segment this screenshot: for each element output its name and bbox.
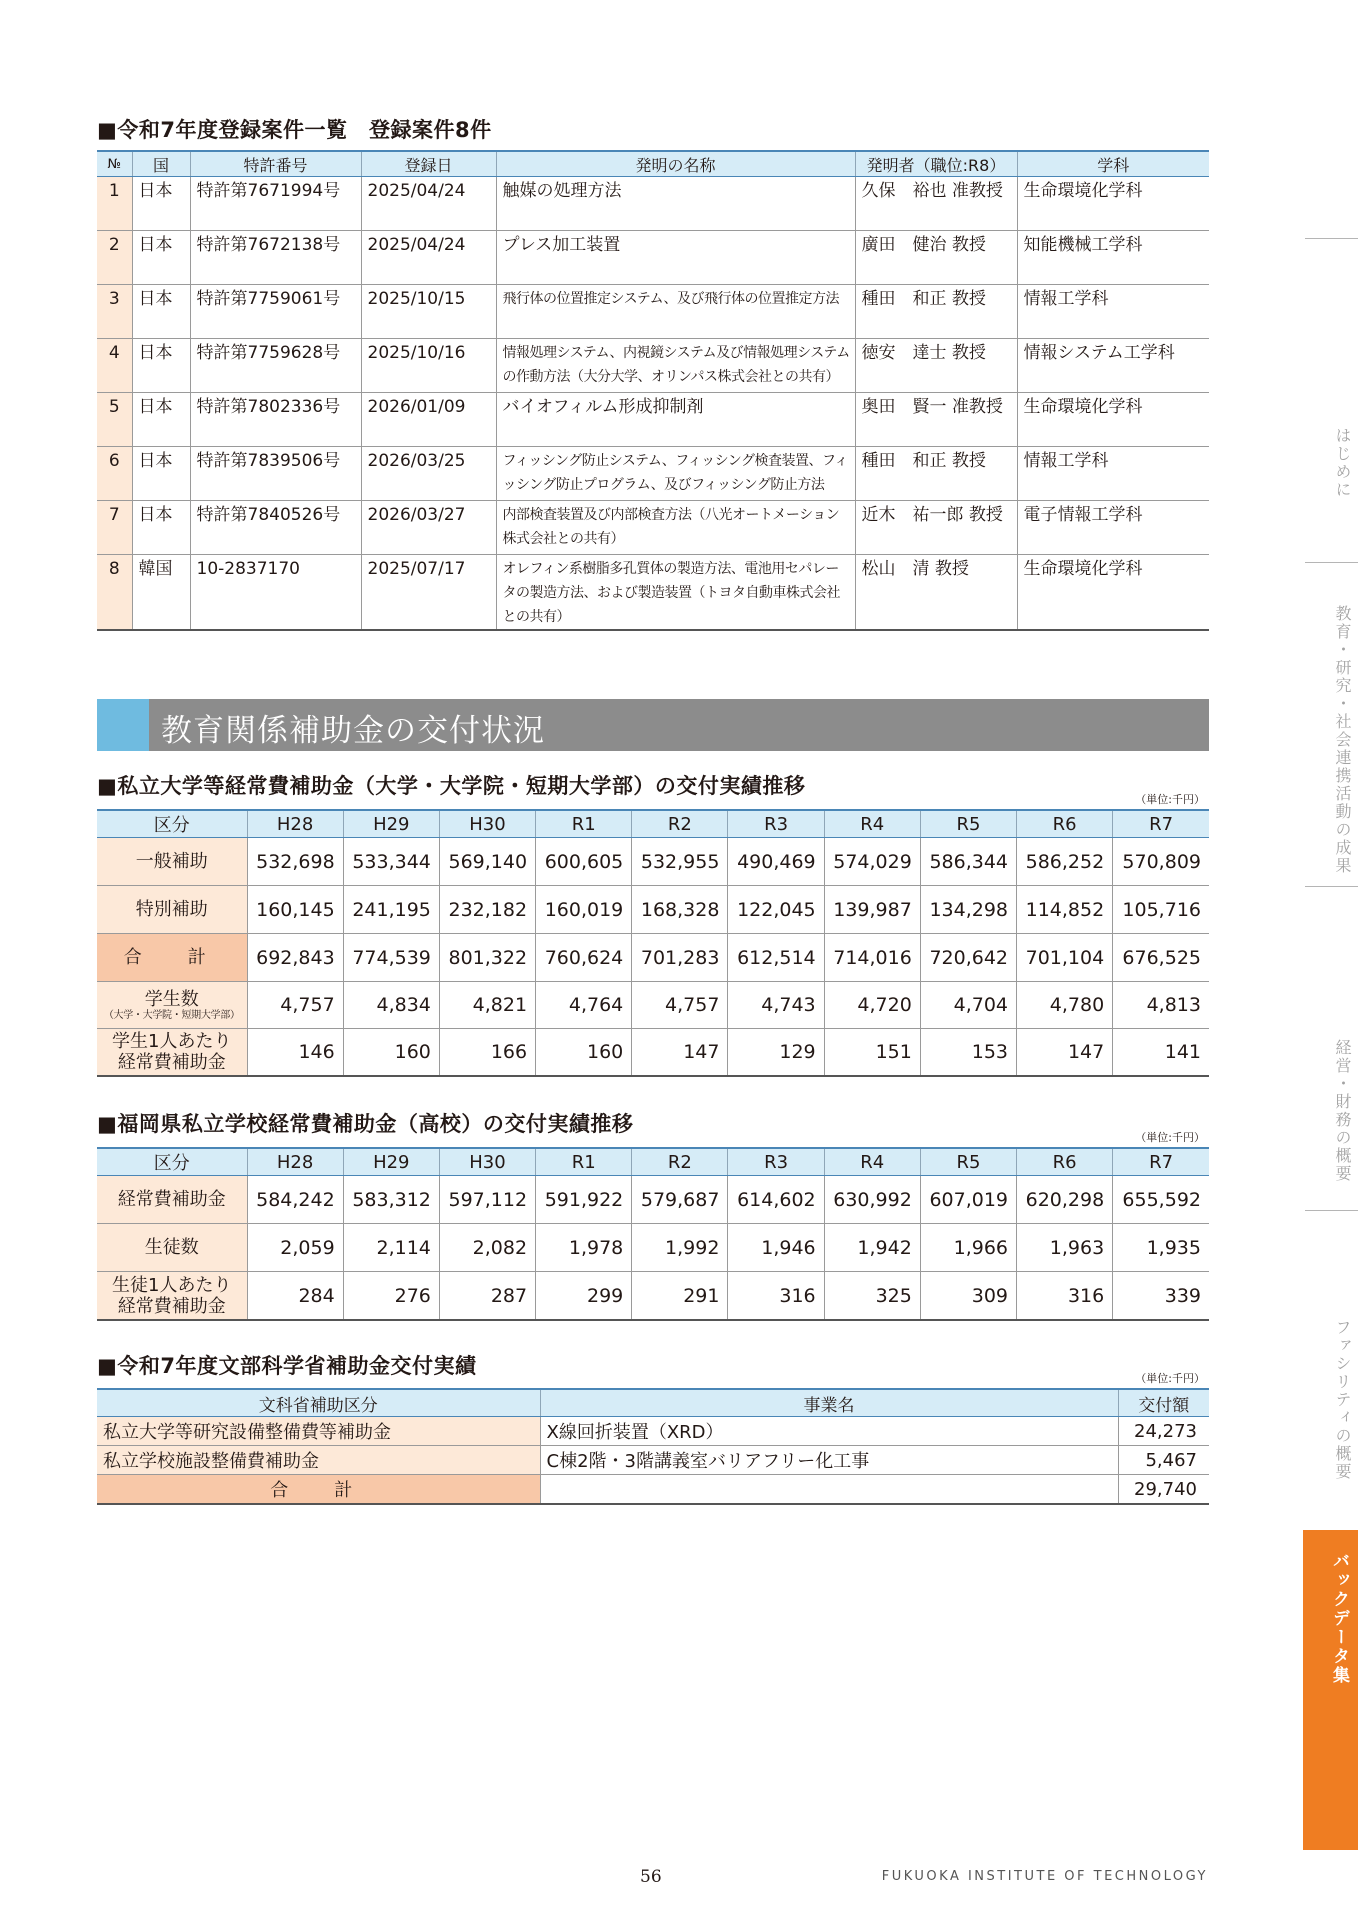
value-cell: 612,514 — [728, 934, 824, 982]
private-univ-title: ■私立大学等経常費補助金（大学・大学院・短期大学部）の交付実績推移 — [97, 774, 806, 798]
value-cell: 1,978 — [536, 1224, 632, 1272]
patent-cell-dept: 知能機械工学科 — [1017, 231, 1209, 285]
patent-cell-title: バイオフィルム形成抑制剤 — [496, 393, 855, 447]
patent-cell-date: 2026/01/09 — [361, 393, 496, 447]
year-header: R7 — [1113, 810, 1209, 838]
private-univ-table — [97, 809, 1209, 1077]
row-label-main: 学生数 — [144, 988, 199, 1010]
value-cell: 620,298 — [1017, 1176, 1113, 1224]
mext-row — [97, 1417, 1209, 1446]
value-cell: 570,809 — [1113, 838, 1209, 886]
patent-cell-country: 日本 — [132, 177, 190, 231]
patent-cell-title: フィッシング防止システム、フィッシング検査装置、フィッシング防止プログラム、及びフィッシング防止方法 — [496, 447, 855, 501]
patent-cell-country: 日本 — [132, 501, 190, 555]
side-tab-backdata-label: バックデータ集 — [1329, 1552, 1349, 1685]
value-cell: 569,140 — [439, 838, 535, 886]
value-cell: 114,852 — [1017, 886, 1113, 934]
year-header: R4 — [824, 810, 920, 838]
patent-row — [97, 231, 1209, 285]
year-header: R6 — [1017, 1148, 1113, 1176]
value-cell: 4,720 — [824, 982, 920, 1029]
row-label: 特別補助 — [97, 886, 247, 934]
value-cell: 160 — [343, 1029, 439, 1077]
patent-cell-patent: 特許第7672138号 — [190, 231, 361, 285]
mext-total-empty — [540, 1475, 1118, 1505]
patent-cell-no: 6 — [97, 447, 132, 501]
patent-cell-no: 3 — [97, 285, 132, 339]
value-cell: 147 — [632, 1029, 728, 1077]
value-cell: 122,045 — [728, 886, 824, 934]
patent-cell-dept: 生命環境化学科 — [1017, 177, 1209, 231]
year-header: R3 — [728, 1148, 824, 1176]
value-cell: 291 — [632, 1272, 728, 1321]
value-cell: 630,992 — [824, 1176, 920, 1224]
row-label — [97, 1029, 247, 1077]
mext-header-row — [97, 1389, 1209, 1417]
patent-col-header: 発明の名称 — [496, 151, 855, 177]
value-cell: 4,764 — [536, 982, 632, 1029]
value-cell: 600,605 — [536, 838, 632, 886]
value-cell: 160,145 — [247, 886, 343, 934]
mext-total-amount: 29,740 — [1118, 1475, 1209, 1505]
value-cell: 4,743 — [728, 982, 824, 1029]
data-row — [97, 1176, 1209, 1224]
patent-cell-title: 内部検査装置及び内部検査方法（八光オートメーション株式会社との共有） — [496, 501, 855, 555]
footer-brand: FUKUOKA INSTITUTE OF TECHNOLOGY — [881, 1869, 1208, 1884]
mext-project: C棟2階・3階講義室バリアフリー化工事 — [540, 1446, 1118, 1475]
private-univ-header-row — [97, 810, 1209, 838]
patent-cell-title: 飛行体の位置推定システム、及び飛行体の位置推定方法 — [496, 285, 855, 339]
value-cell: 720,642 — [920, 934, 1016, 982]
value-cell: 4,704 — [920, 982, 1016, 1029]
patent-cell-no: 4 — [97, 339, 132, 393]
mext-title: ■令和7年度文部科学省補助金交付実績 — [97, 1354, 477, 1378]
patent-cell-date: 2025/04/24 — [361, 231, 496, 285]
patent-cell-inventor: 種田 和正 教授 — [855, 285, 1017, 339]
row-label — [97, 1272, 247, 1321]
patent-cell-dept: 情報工学科 — [1017, 447, 1209, 501]
value-cell: 597,112 — [439, 1176, 535, 1224]
row-label-sub: （大学・大学院・短期大学部） — [103, 1009, 240, 1021]
patent-row — [97, 339, 1209, 393]
value-cell: 299 — [536, 1272, 632, 1321]
value-cell: 1,942 — [824, 1224, 920, 1272]
value-cell: 166 — [439, 1029, 535, 1077]
patent-cell-country: 日本 — [132, 339, 190, 393]
patent-cell-patent: 特許第7839506号 — [190, 447, 361, 501]
patent-row — [97, 177, 1209, 231]
patent-col-header: № — [97, 151, 132, 177]
row-label-line2: 経常費補助金 — [117, 1295, 226, 1317]
patent-cell-inventor: 久保 裕也 准教授 — [855, 177, 1017, 231]
value-cell: 153 — [920, 1029, 1016, 1077]
patent-cell-patent: 特許第7840526号 — [190, 501, 361, 555]
banner-title: 教育関係補助金の交付状況 — [161, 713, 545, 749]
value-cell: 151 — [824, 1029, 920, 1077]
fukuoka-unit: （単位:千円） — [1135, 1131, 1205, 1144]
value-cell: 760,624 — [536, 934, 632, 982]
mext-col-header: 交付額 — [1118, 1389, 1209, 1417]
value-cell: 701,283 — [632, 934, 728, 982]
tab-divider — [1305, 562, 1358, 563]
row-label: 生徒数 — [97, 1224, 247, 1272]
mext-amount: 5,467 — [1118, 1446, 1209, 1475]
patent-cell-no: 8 — [97, 555, 132, 631]
banner-accent — [97, 699, 149, 751]
patent-cell-title: 触媒の処理方法 — [496, 177, 855, 231]
value-cell: 655,592 — [1113, 1176, 1209, 1224]
year-header: H29 — [343, 810, 439, 838]
year-header: H28 — [247, 1148, 343, 1176]
mext-table — [97, 1388, 1209, 1505]
value-cell: 160 — [536, 1029, 632, 1077]
year-header: H30 — [439, 810, 535, 838]
value-cell: 141 — [1113, 1029, 1209, 1077]
patent-cell-inventor: 徳安 達士 教授 — [855, 339, 1017, 393]
value-cell: 147 — [1017, 1029, 1113, 1077]
value-cell: 146 — [247, 1029, 343, 1077]
row-label-line1: 生徒1人あたり — [112, 1274, 232, 1296]
data-row — [97, 886, 1209, 934]
patent-col-header: 特許番号 — [190, 151, 361, 177]
year-header: R5 — [920, 810, 1016, 838]
year-header: R7 — [1113, 1148, 1209, 1176]
year-header: R5 — [920, 1148, 1016, 1176]
tab-divider — [1305, 238, 1358, 239]
fukuoka-table — [97, 1147, 1209, 1321]
page-number: 56 — [640, 1867, 662, 1887]
value-cell: 676,525 — [1113, 934, 1209, 982]
value-cell: 4,757 — [632, 982, 728, 1029]
mext-total-row — [97, 1475, 1209, 1505]
value-cell: 583,312 — [343, 1176, 439, 1224]
patent-cell-inventor: 奥田 賢一 准教授 — [855, 393, 1017, 447]
patent-cell-date: 2025/10/15 — [361, 285, 496, 339]
value-cell: 2,059 — [247, 1224, 343, 1272]
row-label: 一般補助 — [97, 838, 247, 886]
patent-cell-date: 2026/03/27 — [361, 501, 496, 555]
value-cell: 584,242 — [247, 1176, 343, 1224]
value-cell: 579,687 — [632, 1176, 728, 1224]
value-cell: 316 — [1017, 1272, 1113, 1321]
year-header: R4 — [824, 1148, 920, 1176]
mext-col-header: 文科省補助区分 — [97, 1389, 540, 1417]
year-header: R2 — [632, 1148, 728, 1176]
patents-title: ■令和7年度登録案件一覧 登録案件8件 — [97, 118, 492, 142]
patent-cell-date: 2025/04/24 — [361, 177, 496, 231]
patent-cell-dept: 情報システム工学科 — [1017, 339, 1209, 393]
side-tab-finance[interactable]: 経営・財務の概要 — [1333, 1039, 1352, 1183]
value-cell: 4,821 — [439, 982, 535, 1029]
label-header: 区分 — [97, 1148, 247, 1176]
value-cell: 129 — [728, 1029, 824, 1077]
patent-cell-dept: 生命環境化学科 — [1017, 393, 1209, 447]
patent-cell-country: 日本 — [132, 393, 190, 447]
data-row — [97, 982, 1209, 1029]
value-cell: 532,955 — [632, 838, 728, 886]
patent-cell-inventor: 廣田 健治 教授 — [855, 231, 1017, 285]
patent-cell-no: 5 — [97, 393, 132, 447]
value-cell: 1,935 — [1113, 1224, 1209, 1272]
year-header: H29 — [343, 1148, 439, 1176]
patent-col-header: 学科 — [1017, 151, 1209, 177]
value-cell: 276 — [343, 1272, 439, 1321]
patent-cell-title: 情報処理システム、内視鏡システム及び情報処理システムの作動方法（大分大学、オリンパス株式会社との共有） — [496, 339, 855, 393]
mext-col-header: 事業名 — [540, 1389, 1118, 1417]
patent-cell-no: 2 — [97, 231, 132, 285]
tab-divider — [1305, 886, 1358, 887]
value-cell: 339 — [1113, 1272, 1209, 1321]
mext-category: 私立学校施設整備費補助金 — [97, 1446, 540, 1475]
value-cell: 1,966 — [920, 1224, 1016, 1272]
value-cell: 316 — [728, 1272, 824, 1321]
fukuoka-title: ■福岡県私立学校経常費補助金（高校）の交付実績推移 — [97, 1112, 634, 1136]
value-cell: 490,469 — [728, 838, 824, 886]
patent-cell-patent: 特許第7671994号 — [190, 177, 361, 231]
value-cell: 614,602 — [728, 1176, 824, 1224]
value-cell: 533,344 — [343, 838, 439, 886]
year-header: R1 — [536, 810, 632, 838]
mext-unit: （単位:千円） — [1135, 1372, 1205, 1385]
section-banner — [97, 699, 1209, 751]
patent-cell-dept: 生命環境化学科 — [1017, 555, 1209, 631]
patent-header-row — [97, 151, 1209, 177]
value-cell: 1,992 — [632, 1224, 728, 1272]
patent-cell-inventor: 松山 清 教授 — [855, 555, 1017, 631]
patent-row — [97, 501, 1209, 555]
patent-cell-date: 2026/03/25 — [361, 447, 496, 501]
row-label: 合 計 — [97, 934, 247, 982]
value-cell: 2,114 — [343, 1224, 439, 1272]
patent-row — [97, 555, 1209, 631]
value-cell: 4,780 — [1017, 982, 1113, 1029]
year-header: R3 — [728, 810, 824, 838]
year-header: R6 — [1017, 810, 1113, 838]
patent-row — [97, 393, 1209, 447]
mext-amount: 24,273 — [1118, 1417, 1209, 1446]
value-cell: 4,834 — [343, 982, 439, 1029]
patent-cell-inventor: 近木 祐一郎 教授 — [855, 501, 1017, 555]
patent-cell-no: 1 — [97, 177, 132, 231]
patent-row — [97, 285, 1209, 339]
patent-col-header: 国 — [132, 151, 190, 177]
value-cell: 4,813 — [1113, 982, 1209, 1029]
patent-cell-country: 日本 — [132, 231, 190, 285]
row-label: 経常費補助金 — [97, 1176, 247, 1224]
year-header: R1 — [536, 1148, 632, 1176]
value-cell: 1,963 — [1017, 1224, 1113, 1272]
row-label — [97, 982, 247, 1029]
patent-cell-country: 日本 — [132, 285, 190, 339]
value-cell: 574,029 — [824, 838, 920, 886]
value-cell: 241,195 — [343, 886, 439, 934]
side-tab-facility[interactable]: ファシリティの概要 — [1333, 1319, 1352, 1481]
mext-category: 私立大学等研究設備整備費等補助金 — [97, 1417, 540, 1446]
patent-cell-title: オレフィン系樹脂多孔質体の製造方法、電池用セパレータの製造方法、および製造装置（トヨタ自動車株式会社との共有） — [496, 555, 855, 631]
side-tab-results[interactable]: 教育・研究・社会連携活動の成果 — [1333, 605, 1352, 875]
row-label-line2: 経常費補助金 — [117, 1052, 226, 1073]
patent-cell-title: プレス加工装置 — [496, 231, 855, 285]
year-header: R2 — [632, 810, 728, 838]
patent-col-header: 登録日 — [361, 151, 496, 177]
value-cell: 309 — [920, 1272, 1016, 1321]
fukuoka-header-row — [97, 1148, 1209, 1176]
private-univ-unit: （単位:千円） — [1135, 793, 1205, 806]
patent-cell-patent: 特許第7759061号 — [190, 285, 361, 339]
value-cell: 607,019 — [920, 1176, 1016, 1224]
data-row — [97, 1224, 1209, 1272]
patent-cell-country: 韓国 — [132, 555, 190, 631]
patent-table — [97, 150, 1209, 631]
year-header: H28 — [247, 810, 343, 838]
value-cell: 2,082 — [439, 1224, 535, 1272]
row-label-line1: 学生1人あたり — [112, 1031, 232, 1052]
mext-project: X線回折装置（XRD） — [540, 1417, 1118, 1446]
value-cell: 1,946 — [728, 1224, 824, 1272]
mext-total-label: 合 計 — [97, 1475, 540, 1505]
value-cell: 287 — [439, 1272, 535, 1321]
patent-cell-dept: 情報工学科 — [1017, 285, 1209, 339]
value-cell: 168,328 — [632, 886, 728, 934]
value-cell: 134,298 — [920, 886, 1016, 934]
tab-divider — [1305, 1210, 1358, 1211]
value-cell: 105,716 — [1113, 886, 1209, 934]
patent-row — [97, 447, 1209, 501]
side-tab-intro[interactable]: はじめに — [1333, 426, 1352, 499]
patent-cell-country: 日本 — [132, 447, 190, 501]
value-cell: 232,182 — [439, 886, 535, 934]
value-cell: 284 — [247, 1272, 343, 1321]
value-cell: 591,922 — [536, 1176, 632, 1224]
patent-col-header: 発明者（職位:R8） — [855, 151, 1017, 177]
value-cell: 139,987 — [824, 886, 920, 934]
patent-cell-date: 2025/10/16 — [361, 339, 496, 393]
value-cell: 692,843 — [247, 934, 343, 982]
value-cell: 4,757 — [247, 982, 343, 1029]
data-row — [97, 1272, 1209, 1321]
value-cell: 586,252 — [1017, 838, 1113, 886]
value-cell: 701,104 — [1017, 934, 1113, 982]
patent-cell-inventor: 種田 和正 教授 — [855, 447, 1017, 501]
patent-cell-dept: 電子情報工学科 — [1017, 501, 1209, 555]
year-header: H30 — [439, 1148, 535, 1176]
data-row — [97, 934, 1209, 982]
patent-cell-patent: 特許第7802336号 — [190, 393, 361, 447]
value-cell: 160,019 — [536, 886, 632, 934]
patent-cell-patent: 特許第7759628号 — [190, 339, 361, 393]
data-row — [97, 1029, 1209, 1077]
label-header: 区分 — [97, 810, 247, 838]
patent-cell-patent: 10-2837170 — [190, 555, 361, 631]
patent-cell-date: 2025/07/17 — [361, 555, 496, 631]
value-cell: 714,016 — [824, 934, 920, 982]
value-cell: 586,344 — [920, 838, 1016, 886]
data-row — [97, 838, 1209, 886]
value-cell: 801,322 — [439, 934, 535, 982]
mext-row — [97, 1446, 1209, 1475]
patent-cell-no: 7 — [97, 501, 132, 555]
value-cell: 325 — [824, 1272, 920, 1321]
value-cell: 774,539 — [343, 934, 439, 982]
value-cell: 532,698 — [247, 838, 343, 886]
